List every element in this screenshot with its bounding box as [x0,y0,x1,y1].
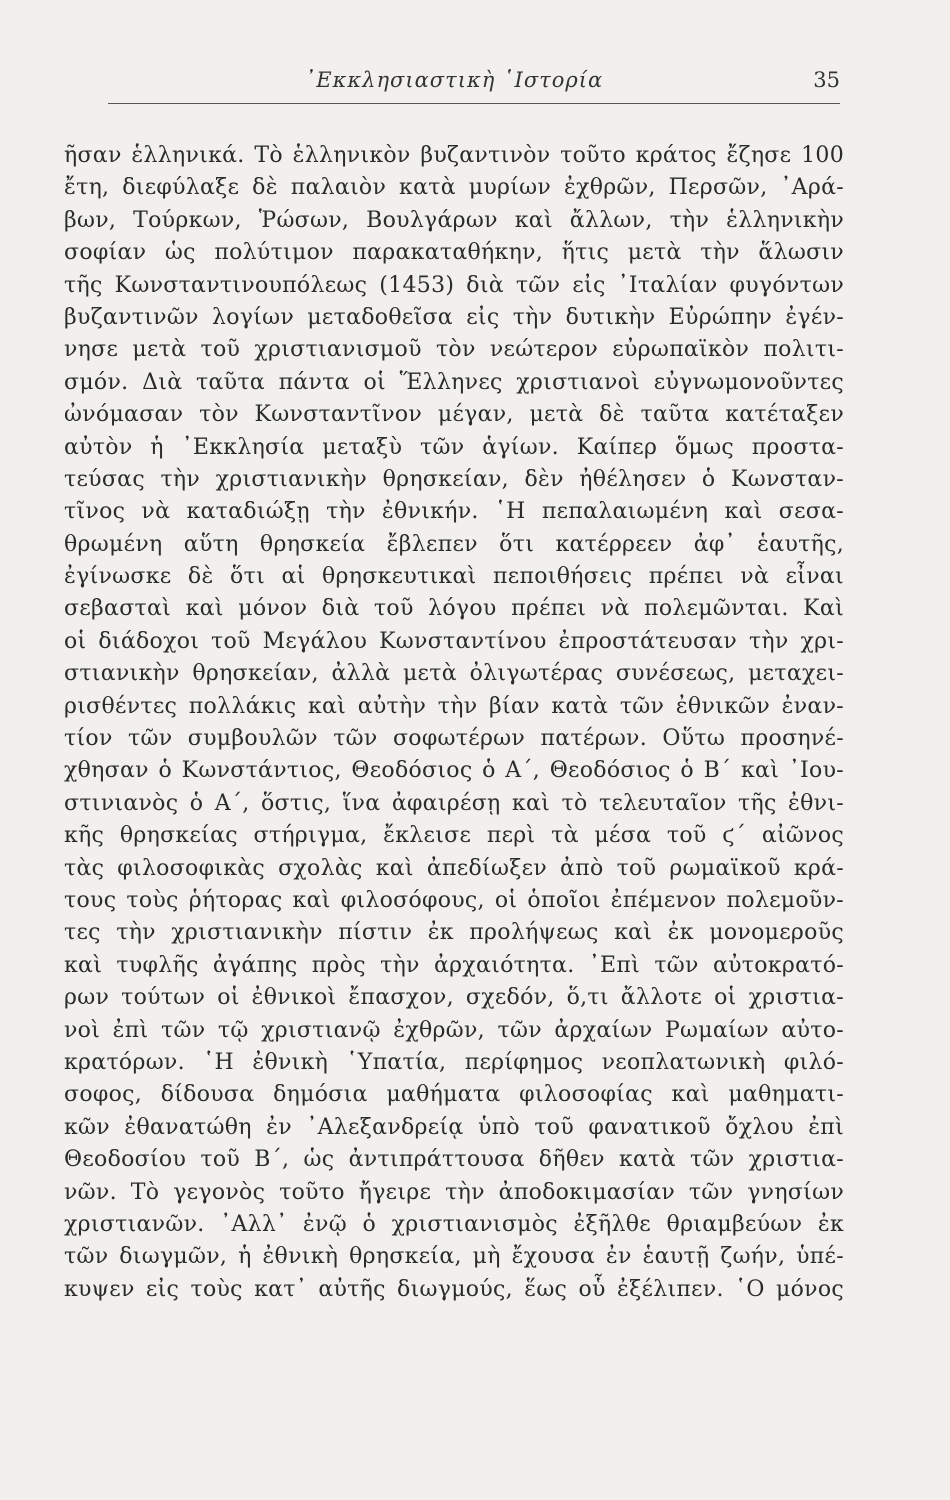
text-line: Θεοδοσίου τοῦ Β΄, ὡς ἀντιπράττουσα δῆθεν κατὰ τῶν χριστια- [64,1147,844,1173]
text-line: θρωμένη αὕτη θρησκεία ἔβλεπεν ὅτι κατέρρεεν ἀφ᾿ ἑαυτῆς, [64,531,844,557]
text-line: τῶν διωγμῶν, ἡ ἐθνικὴ θρησκεία, μὴ ἔχουσα ἐν ἑαυτῇ ζωήν, ὑπέ- [64,1244,844,1270]
text-line: τες τὴν χριστιανικὴν πίστιν ἐκ προλήψεως καὶ ἐκ μονομεροῦς [64,920,844,946]
text-line: χριστιανῶν. ᾿Αλλ᾿ ἐνῷ ὁ χριστιανισμὸς ἐξῆλθε θριαμβεύων ἐκ [64,1211,844,1237]
text-line: σεβασταὶ καὶ μόνον διὰ τοῦ λόγου πρέπει νὰ πολεμῶνται. Καὶ [64,596,844,622]
text-line: βων, Τούρκων, Ῥώσων, Βουλγάρων καὶ ἄλλων, τὴν ἑλληνικὴν [64,207,844,233]
text-line: σοφίαν ὡς πολύτιμον παρακαταθήκην, ἥτις μετὰ τὴν ἅλωσιν [64,240,844,266]
text-line: οἱ διάδοχοι τοῦ Μεγάλου Κωνσταντίνου ἐπροστάτευσαν τὴν χρι- [64,628,844,654]
text-line: ἐγίνωσκε δὲ ὅτι αἱ θρησκευτικαὶ πεποιθήσεις πρέπει νὰ εἶναι [64,564,844,590]
text-line: καὶ τυφλῆς ἀγάπης πρὸς τὴν ἀρχαιότητα. ᾿Επὶ τῶν αὐτοκρατό- [64,952,844,978]
text-line: νῶν. Τὸ γεγονὸς τοῦτο ἤγειρε τὴν ἀποδοκιμασίαν τῶν γνησίων [64,1179,844,1205]
text-line: σμόν. Διὰ ταῦτα πάντα οἱ Ἕλληνες χριστιανοὶ εὐγνωμονοῦντες [64,369,844,395]
text-line: κυψεν εἰς τοὺς κατ᾿ αὐτῆς διωγμούς, ἕως οὗ ἐξέλιπεν. ῾Ο μόνος [64,1276,844,1302]
text-line: τεύσας τὴν χριστιανικὴν θρησκείαν, δὲν ἠθέλησεν ὁ Κωνσταν- [64,466,844,492]
text-line: τους τοὺς ῥήτορας καὶ φιλοσόφους, οἱ ὁποῖοι ἐπέμενον πολεμοῦν- [64,887,844,913]
text-line: τίον τῶν συμβουλῶν τῶν σοφωτέρων πατέρων. Οὕτω προσηνέ- [64,726,844,752]
text-line: ὠνόμασαν τὸν Κωνσταντῖνον μέγαν, μετὰ δὲ ταῦτα κατέταξεν [64,402,844,428]
text-line: τὰς φιλοσοφικὰς σχολὰς καὶ ἀπεδίωξεν ἀπὸ τοῦ ρωμαϊκοῦ κρά- [64,855,844,881]
body-text [64,140,844,1306]
text-line: χθησαν ὁ Κωνστάντιος, Θεοδόσιος ὁ Α΄, Θεοδόσιος ὁ Β΄ καὶ ᾿Ιου- [64,758,844,784]
text-line: κῆς θρησκείας στήριγμα, ἔκλεισε περὶ τὰ μέσα τοῦ ϛ΄ αἰῶνος [64,823,844,849]
text-line: κῶν ἐθανατώθη ἐν ᾿Αλεξανδρείᾳ ὑπὸ τοῦ φανατικοῦ ὄχλου ἐπὶ [64,1114,844,1140]
running-header [68,62,840,102]
text-line: στινιανὸς ὁ Α΄, ὅστις, ἵνα ἀφαιρέσῃ καὶ τὸ τελευταῖον τῆς ἐθνι- [64,790,844,816]
text-line: αὐτὸν ἡ ᾿Εκκλησία μεταξὺ τῶν ἁγίων. Καίπερ ὅμως προστα- [64,434,844,460]
text-line: βυζαντινῶν λογίων μεταδοθεῖσα εἰς τὴν δυτικὴν Εὐρώπην ἐγέν- [64,304,844,330]
text-line: ῆσαν ἑλληνικά. Τὸ ἑλληνικὸν βυζαντινὸν τοῦτο κράτος ἔζησε 100 [64,143,844,168]
text-line: νοὶ ἐπὶ τῶν τῷ χριστιανῷ ἐχθρῶν, τῶν ἀρχαίων Ρωμαίων αὐτο- [64,1017,844,1043]
header-rule [108,103,840,104]
text-line: σοφος, δίδουσα δημόσια μαθήματα φιλοσοφίας καὶ μαθηματι- [64,1082,844,1108]
text-line: τῖνος νὰ καταδιώξῃ τὴν ἐθνικήν. ῾Η πεπαλαιωμένη καὶ σεσα- [64,499,844,525]
running-title: ᾿Εκκλησιαστικὴ ῾Ιστορία [304,68,604,92]
text-line: ἔτη, διεφύλαξε δὲ παλαιὸν κατὰ μυρίων ἐχθρῶν, Περσῶν, ᾿Αρά- [64,175,844,201]
text-line: τῆς Κωνσταντινουπόλεως (1453) διὰ τῶν εἰς ᾿Ιταλίαν φυγόντων [64,272,844,298]
page-number: 35 [813,68,840,92]
text-line: ρων τούτων οἱ ἐθνικοὶ ἔπασχον, σχεδόν, ὅ,τι ἄλλοτε οἱ χριστια- [64,985,844,1011]
text-line: ρισθέντες πολλάκις καὶ αὐτὴν τὴν βίαν κατὰ τῶν ἐθνικῶν ἐναν- [64,693,844,719]
text-line: κρατόρων. ῾Η ἐθνικὴ ῾Υπατία, περίφημος νεοπλατωνικὴ φιλό- [64,1049,844,1075]
text-line: στιανικὴν θρησκείαν, ἀλλὰ μετὰ ὀλιγωτέρας συνέσεως, μεταχει- [64,661,844,687]
text-line: νησε μετὰ τοῦ χριστιανισμοῦ τὸν νεώτερον εὐρωπαϊκὸν πολιτι- [64,337,844,363]
